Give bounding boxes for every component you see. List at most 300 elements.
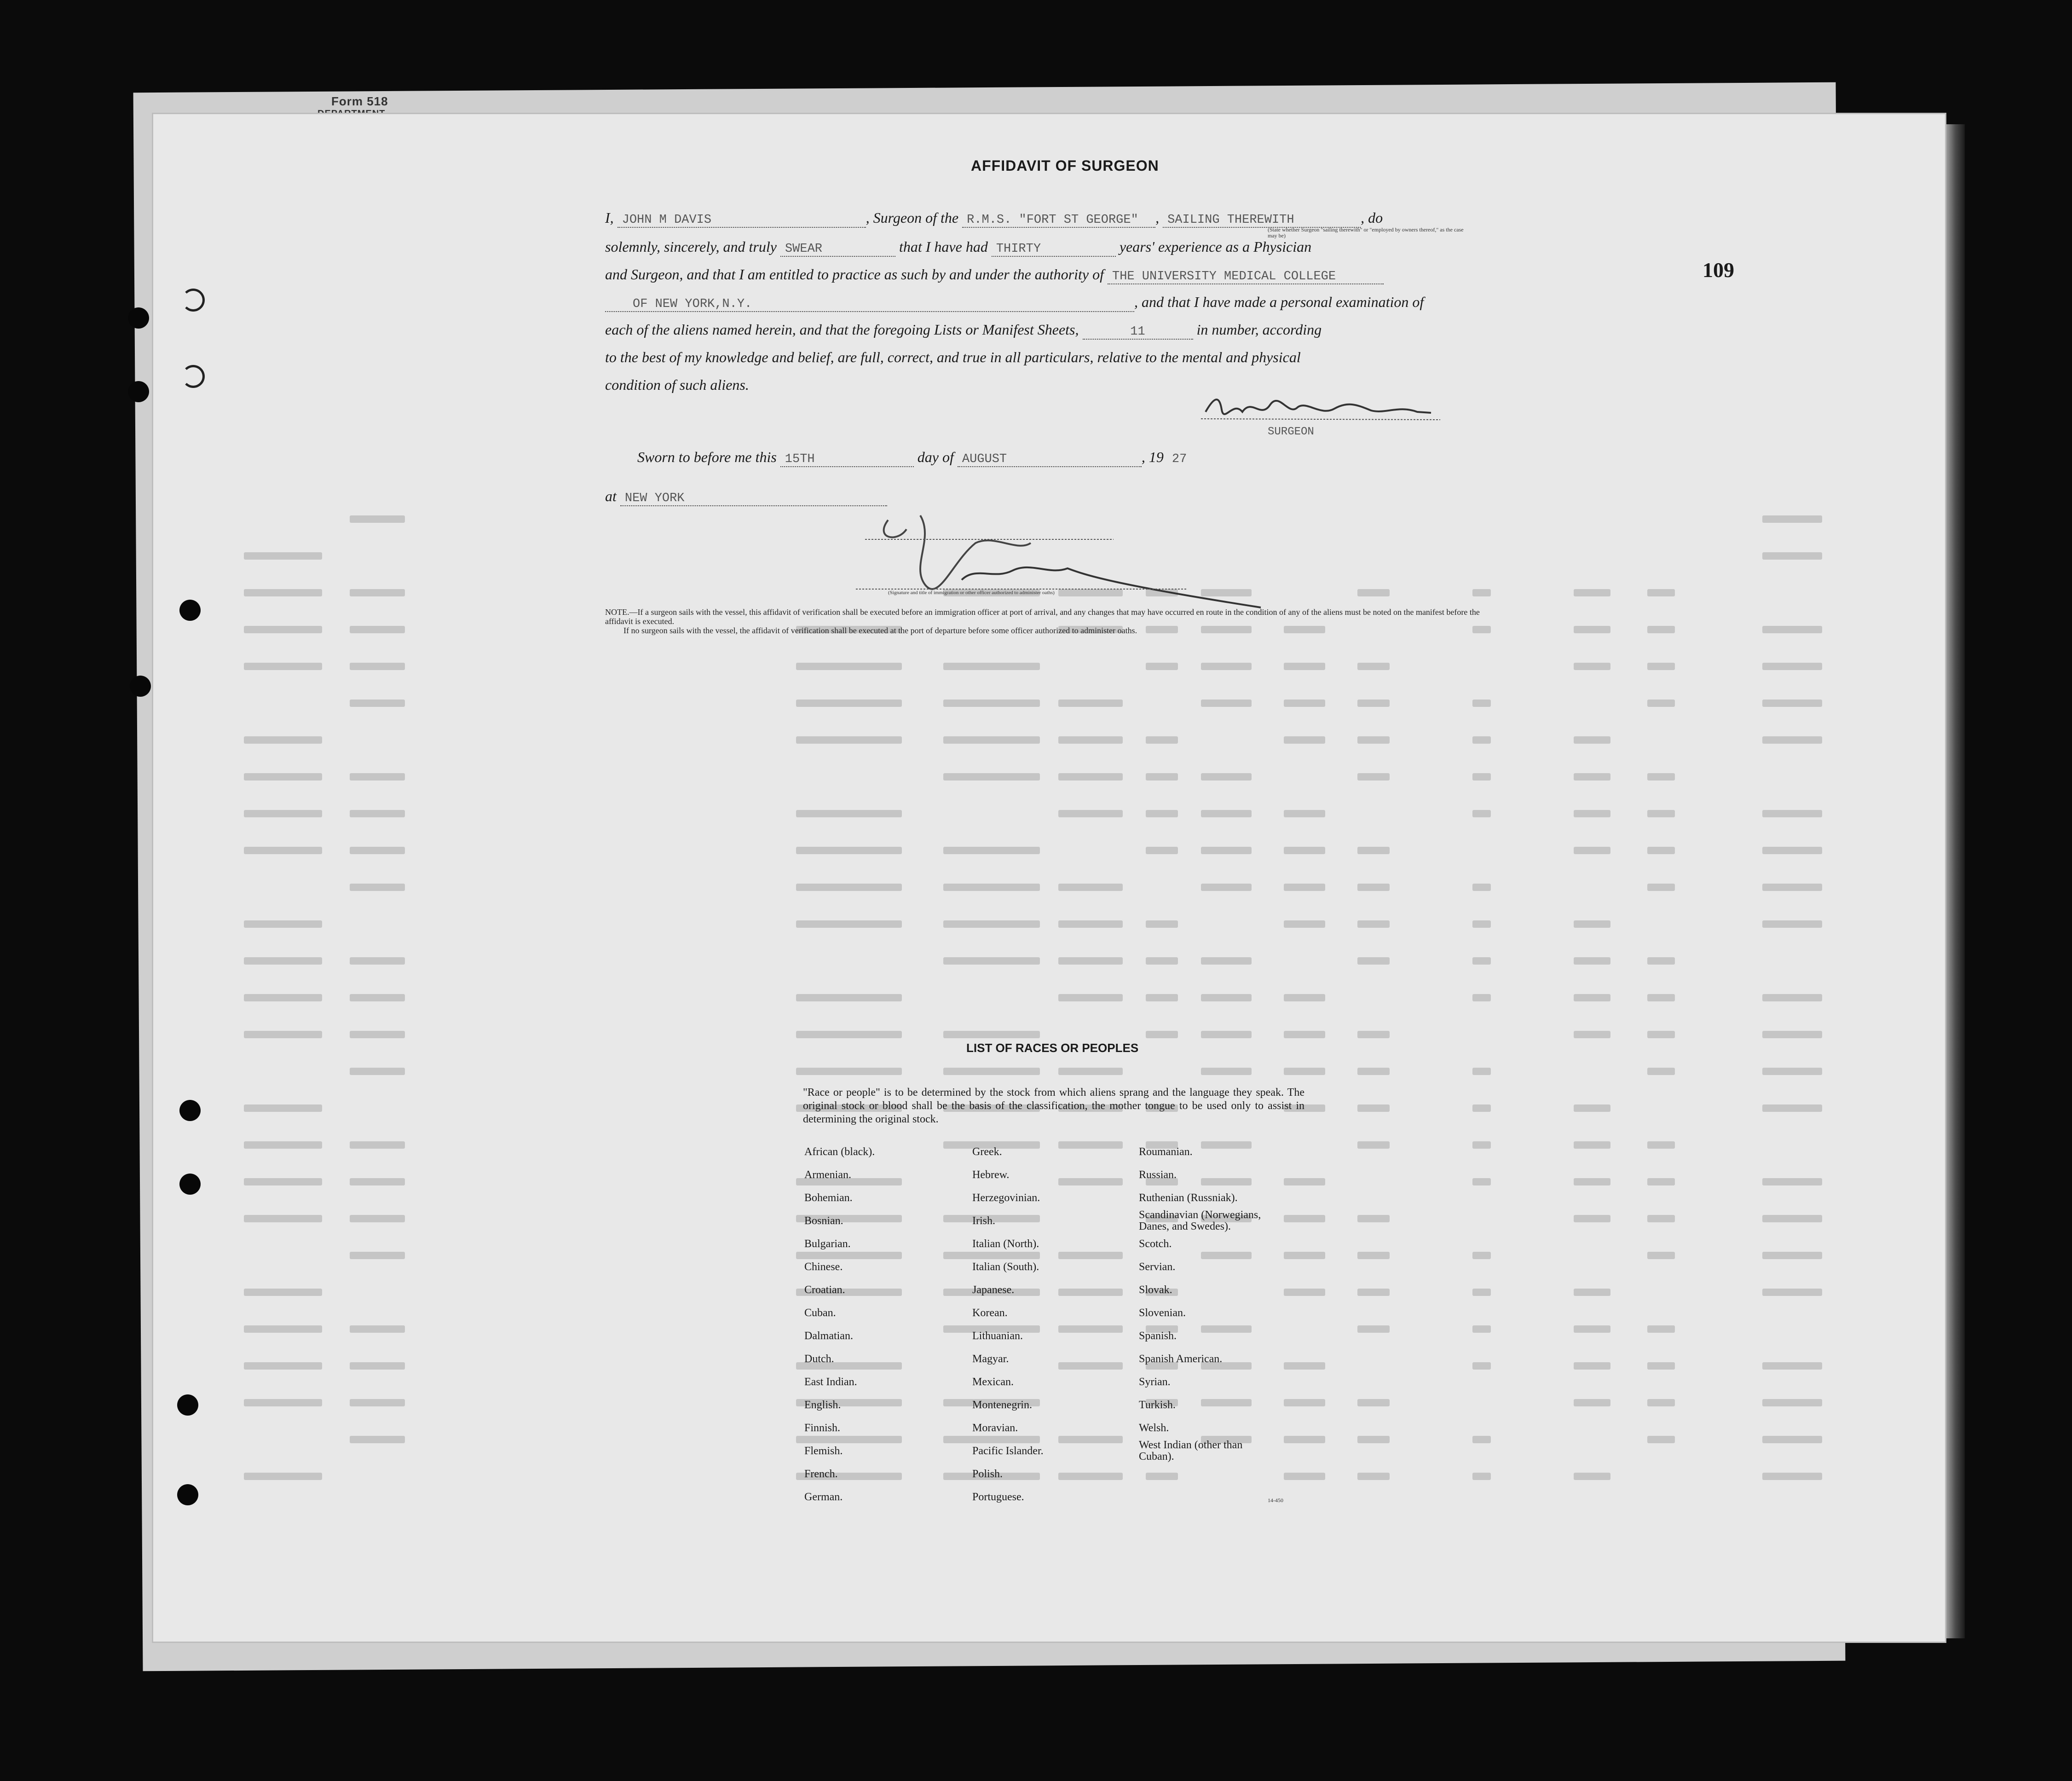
ghost-mark — [1647, 957, 1675, 965]
ghost-mark — [1284, 663, 1325, 670]
ghost-mark — [1357, 957, 1390, 965]
race-item: Ruthenian (Russniak). — [1139, 1192, 1238, 1204]
ghost-mark — [1284, 847, 1325, 854]
ghost-mark — [244, 552, 322, 560]
ghost-mark — [796, 884, 902, 891]
ghost-mark — [350, 1436, 405, 1443]
ghost-mark — [1762, 1289, 1822, 1296]
ghost-mark — [350, 1031, 405, 1038]
race-item: Greek. — [972, 1146, 1002, 1158]
ghost-mark — [1574, 1031, 1610, 1038]
ghost-mark — [1574, 810, 1610, 817]
ghost-mark — [1357, 773, 1390, 781]
ghost-mark — [1574, 920, 1610, 928]
vessel-field: R.M.S. "FORT ST GEORGE" — [962, 213, 1155, 228]
ghost-mark — [1762, 1031, 1822, 1038]
ghost-mark — [244, 589, 322, 596]
race-item: Welsh. — [1139, 1422, 1169, 1434]
ghost-mark — [1357, 700, 1390, 707]
ghost-mark — [1647, 626, 1675, 633]
officer-caption: (Signature and title of immigration or other officer authorized to administer oaths) — [888, 590, 1055, 596]
text: that I have had — [899, 238, 988, 255]
ghost-mark — [943, 957, 1040, 965]
ghost-mark — [1574, 773, 1610, 781]
ghost-mark — [1058, 1178, 1123, 1185]
punch-hole-icon — [177, 1394, 198, 1416]
ghost-mark — [796, 920, 902, 928]
race-item: African (black). — [804, 1146, 875, 1158]
punch-hole-icon — [179, 600, 201, 621]
ghost-mark — [1574, 1141, 1610, 1149]
race-item: Moravian. — [972, 1422, 1018, 1434]
surgeon-role-label: SURGEON — [1268, 426, 1314, 438]
ghost-mark — [1762, 1362, 1822, 1370]
ghost-mark — [1472, 810, 1491, 817]
ghost-mark — [350, 1399, 405, 1406]
ghost-mark — [350, 626, 405, 633]
ghost-row — [198, 695, 1772, 713]
ghost-mark — [1357, 1031, 1390, 1038]
binding-ring-icon — [182, 365, 205, 388]
race-item: Montenegrin. — [972, 1399, 1032, 1411]
ghost-mark — [1762, 1178, 1822, 1185]
race-item: Spanish American. — [1139, 1353, 1223, 1365]
ghost-row — [198, 1063, 1772, 1081]
text: , do — [1361, 209, 1383, 226]
ghost-mark — [1201, 847, 1252, 854]
ghost-mark — [350, 1178, 405, 1185]
ghost-mark — [1058, 773, 1123, 781]
race-item: German. — [804, 1491, 843, 1503]
ghost-mark — [1058, 1252, 1123, 1259]
ghost-mark — [1762, 920, 1822, 928]
text: I, — [605, 209, 614, 226]
ghost-mark — [1201, 773, 1252, 781]
ghost-mark — [1201, 957, 1252, 965]
ghost-mark — [1357, 1289, 1390, 1296]
affidavit-line-3 — [605, 266, 1384, 284]
affidavit-title: AFFIDAVIT OF SURGEON — [971, 157, 1159, 174]
ghost-mark — [1058, 1141, 1123, 1149]
punch-hole-icon — [130, 676, 151, 697]
ghost-mark — [1284, 700, 1325, 707]
place-field: NEW YORK — [620, 492, 887, 506]
ghost-mark — [796, 700, 902, 707]
ghost-mark — [1472, 1178, 1491, 1185]
race-item: Polish. — [972, 1468, 1003, 1480]
ghost-mark — [943, 1031, 1040, 1038]
ghost-mark — [1472, 1436, 1491, 1443]
page-edge — [1946, 124, 1965, 1638]
ghost-mark — [1284, 1436, 1325, 1443]
race-item: Syrian. — [1139, 1376, 1171, 1388]
race-item: Scotch. — [1139, 1238, 1172, 1250]
ghost-mark — [1146, 994, 1178, 1001]
ghost-mark — [1357, 1104, 1390, 1112]
ghost-mark — [1647, 1399, 1675, 1406]
race-item: Mexican. — [972, 1376, 1014, 1388]
ghost-mark — [1357, 1252, 1390, 1259]
races-column-2 — [972, 1140, 1044, 1509]
ghost-mark — [1357, 736, 1390, 744]
ghost-mark — [1058, 1325, 1123, 1333]
sheets-field: 11 — [1083, 325, 1193, 340]
punch-hole-icon — [179, 1174, 201, 1195]
ghost-mark — [1472, 589, 1491, 596]
ghost-mark — [1762, 1399, 1822, 1406]
race-item: Dutch. — [804, 1353, 834, 1365]
ghost-mark — [1647, 663, 1675, 670]
sworn-month-field: AUGUST — [958, 452, 1142, 467]
ghost-mark — [1284, 1362, 1325, 1370]
ghost-mark — [943, 663, 1040, 670]
ghost-mark — [943, 700, 1040, 707]
ghost-mark — [1146, 957, 1178, 965]
ghost-mark — [1472, 994, 1491, 1001]
race-item: Herzegovinian. — [972, 1192, 1040, 1204]
ghost-mark — [350, 884, 405, 891]
sworn-year-field: 27 — [1172, 452, 1187, 466]
ghost-mark — [1762, 847, 1822, 854]
ghost-mark — [1146, 663, 1178, 670]
ghost-mark — [1647, 1362, 1675, 1370]
ghost-mark — [350, 1252, 405, 1259]
ghost-mark — [1284, 994, 1325, 1001]
race-item: Hebrew. — [972, 1169, 1010, 1181]
ghost-row — [198, 658, 1772, 677]
ghost-mark — [1284, 1289, 1325, 1296]
ghost-mark — [1058, 1068, 1123, 1075]
text: day of — [917, 449, 954, 465]
ghost-mark — [350, 773, 405, 781]
ghost-mark — [1357, 1325, 1390, 1333]
ghost-mark — [1472, 1141, 1491, 1149]
ghost-mark — [350, 515, 405, 523]
ghost-mark — [244, 663, 322, 670]
ghost-mark — [1574, 1289, 1610, 1296]
ghost-mark — [796, 847, 902, 854]
ghost-mark — [1058, 1362, 1123, 1370]
punch-hole-icon — [128, 307, 149, 329]
ghost-mark — [350, 700, 405, 707]
authority-field: THE UNIVERSITY MEDICAL COLLEGE — [1108, 270, 1384, 284]
ghost-mark — [1284, 1399, 1325, 1406]
ghost-mark — [244, 1215, 322, 1222]
ghost-mark — [244, 994, 322, 1001]
ghost-mark — [1472, 1068, 1491, 1075]
ghost-mark — [1201, 1031, 1252, 1038]
race-item: Lithuanian. — [972, 1330, 1023, 1342]
ghost-mark — [1647, 994, 1675, 1001]
ghost-mark — [1146, 920, 1178, 928]
ghost-mark — [350, 1325, 405, 1333]
race-item: Flemish. — [804, 1445, 843, 1457]
sailing-note: (State whether Surgeon "sailing therewith" or "employed by owners thereof," as the case may be) — [1268, 226, 1464, 239]
ghost-mark — [943, 920, 1040, 928]
ghost-mark — [1574, 994, 1610, 1001]
oath-field: SWEAR — [780, 242, 895, 257]
ghost-mark — [943, 736, 1040, 744]
ghost-mark — [1201, 884, 1252, 891]
ghost-mark — [1058, 920, 1123, 928]
ghost-mark — [1574, 957, 1610, 965]
punch-hole-icon — [179, 1100, 201, 1121]
form-label: Form 518 — [331, 94, 388, 108]
ghost-mark — [244, 1178, 322, 1185]
ghost-row — [198, 953, 1772, 971]
manifest-page — [152, 113, 1946, 1643]
ghost-mark — [350, 1141, 405, 1149]
ghost-mark — [350, 810, 405, 817]
ghost-mark — [244, 810, 322, 817]
ghost-mark — [350, 957, 405, 965]
ghost-mark — [1284, 1178, 1325, 1185]
ghost-mark — [1762, 1215, 1822, 1222]
ghost-mark — [1472, 920, 1491, 928]
race-item: Turkish. — [1139, 1399, 1176, 1411]
ghost-mark — [1284, 736, 1325, 744]
ghost-mark — [1357, 1399, 1390, 1406]
ghost-mark — [1146, 736, 1178, 744]
form-code: 14-450 — [1268, 1497, 1283, 1503]
ghost-mark — [1762, 1436, 1822, 1443]
ghost-mark — [1647, 773, 1675, 781]
ghost-mark — [1472, 1252, 1491, 1259]
race-item: Finnish. — [804, 1422, 841, 1434]
ghost-mark — [244, 773, 322, 781]
ghost-mark — [244, 1399, 322, 1406]
ghost-mark — [1201, 1068, 1252, 1075]
ghost-mark — [1201, 810, 1252, 817]
ghost-mark — [1284, 1252, 1325, 1259]
ghost-mark — [796, 810, 902, 817]
race-item: Croatian. — [804, 1284, 845, 1296]
races-title: LIST OF RACES OR PEOPLES — [966, 1041, 1139, 1055]
ghost-mark — [244, 1473, 322, 1480]
ghost-row — [198, 916, 1772, 934]
ghost-mark — [1472, 773, 1491, 781]
race-item: Russian. — [1139, 1169, 1177, 1181]
ghost-mark — [1762, 700, 1822, 707]
races-column-1 — [804, 1140, 875, 1509]
ghost-mark — [1357, 589, 1390, 596]
ghost-mark — [1357, 1473, 1390, 1480]
ghost-mark — [244, 1141, 322, 1149]
ghost-mark — [1647, 1178, 1675, 1185]
ghost-mark — [943, 1068, 1040, 1075]
ghost-mark — [796, 736, 902, 744]
race-item: Chinese. — [804, 1261, 843, 1273]
ghost-mark — [1472, 736, 1491, 744]
text: and Surgeon, and that I am entitled to practice as such by and under the authority of — [605, 266, 1104, 283]
race-item: Korean. — [972, 1307, 1008, 1319]
surgeon-signature — [1201, 391, 1440, 423]
punch-hole-icon — [128, 381, 149, 402]
ghost-mark — [1058, 700, 1123, 707]
ghost-mark — [1058, 1473, 1123, 1480]
ghost-mark — [1357, 884, 1390, 891]
ghost-mark — [943, 884, 1040, 891]
officer-signature — [856, 511, 1270, 617]
text: at — [605, 488, 617, 504]
ghost-mark — [1574, 1399, 1610, 1406]
race-item: French. — [804, 1468, 838, 1480]
ghost-mark — [1146, 847, 1178, 854]
ghost-mark — [1762, 736, 1822, 744]
ghost-mark — [1647, 1252, 1675, 1259]
ghost-mark — [1146, 1473, 1178, 1480]
text: in number, according — [1196, 321, 1322, 338]
ghost-mark — [1146, 1031, 1178, 1038]
place-line — [605, 488, 887, 506]
race-item: Cuban. — [804, 1307, 836, 1319]
ghost-mark — [1574, 589, 1610, 596]
ghost-mark — [1058, 736, 1123, 744]
ghost-mark — [1058, 994, 1123, 1001]
text: years' experience as a Physician — [1119, 238, 1312, 255]
ghost-mark — [796, 994, 902, 1001]
ghost-row — [198, 879, 1772, 897]
ghost-mark — [1357, 847, 1390, 854]
race-item: Portuguese. — [972, 1491, 1024, 1503]
races-intro: "Race or people" is to be determined by the stock from which aliens sprang and the language they speak. The original stock or blood shall be the basis of the classification, the mother tongue to be used only to assist in determining the original stock. — [803, 1087, 1304, 1125]
text: Sworn to before me this — [637, 449, 777, 465]
ghost-row — [198, 842, 1772, 861]
ghost-mark — [1357, 1215, 1390, 1222]
ghost-mark — [244, 1289, 322, 1296]
ghost-mark — [1146, 810, 1178, 817]
ghost-mark — [1472, 1289, 1491, 1296]
ghost-mark — [1284, 884, 1325, 891]
ghost-row — [198, 732, 1772, 750]
ghost-mark — [1284, 1031, 1325, 1038]
text: solemnly, sincerely, and truly — [605, 238, 777, 255]
ghost-row — [198, 769, 1772, 787]
ghost-mark — [1146, 773, 1178, 781]
ghost-mark — [1472, 1473, 1491, 1480]
ghost-mark — [1472, 957, 1491, 965]
affidavit-line-6: to the best of my knowledge and belief, are full, correct, and true in all particulars, relative to the mental and physical — [605, 349, 1301, 365]
ghost-mark — [244, 1325, 322, 1333]
race-item: Italian (North). — [972, 1238, 1039, 1250]
affidavit-line-2 — [605, 238, 1311, 257]
ghost-mark — [1647, 884, 1675, 891]
ghost-mark — [1357, 920, 1390, 928]
ghost-mark — [350, 589, 405, 596]
race-item: Armenian. — [804, 1169, 851, 1181]
ghost-mark — [1357, 1068, 1390, 1075]
ghost-mark — [244, 847, 322, 854]
sworn-day-field: 15TH — [780, 452, 914, 467]
ghost-mark — [1058, 1289, 1123, 1296]
binding-ring-icon — [182, 289, 205, 312]
race-item: Pacific Islander. — [972, 1445, 1044, 1457]
ghost-mark — [1201, 994, 1252, 1001]
ghost-mark — [796, 1031, 902, 1038]
ghost-mark — [1647, 1141, 1675, 1149]
ghost-mark — [1472, 884, 1491, 891]
affidavit-line-1: I, JOHN M DAVIS , Surgeon of the R.M.S. "FORT ST GEORGE" , SAILING THEREWITH , do — [605, 209, 1383, 227]
ghost-mark — [1284, 920, 1325, 928]
ghost-mark — [1284, 1068, 1325, 1075]
ghost-mark — [796, 663, 902, 670]
ghost-mark — [1574, 847, 1610, 854]
ghost-mark — [1574, 1325, 1610, 1333]
ghost-mark — [1574, 1178, 1610, 1185]
ghost-mark — [1574, 626, 1610, 633]
ghost-mark — [1472, 700, 1491, 707]
ghost-mark — [1201, 663, 1252, 670]
ghost-mark — [1762, 1473, 1822, 1480]
ghost-mark — [350, 1215, 405, 1222]
ghost-mark — [244, 1031, 322, 1038]
race-item: Slovenian. — [1139, 1307, 1186, 1319]
ghost-mark — [1574, 1473, 1610, 1480]
ghost-mark — [1762, 810, 1822, 817]
note-text: NOTE.—If a surgeon sails with the vessel, this affidavit of verification shall be executed before an immigration officer at port of arrival, and any changes that may have occurred en route in the condition of any of the aliens must be noted on the manifest before the affidavit is executed. — [605, 607, 1480, 626]
race-item: Magyar. — [972, 1353, 1009, 1365]
race-item: East Indian. — [804, 1376, 857, 1388]
ghost-mark — [1762, 626, 1822, 633]
sworn-line — [637, 449, 1204, 467]
punch-hole-icon — [177, 1484, 198, 1505]
ghost-mark — [1762, 1104, 1822, 1112]
ghost-mark — [1357, 1436, 1390, 1443]
ghost-mark — [1058, 1436, 1123, 1443]
surgeon-name-field: JOHN M DAVIS — [618, 213, 866, 228]
text: , Surgeon of the — [866, 209, 959, 226]
ghost-mark — [350, 1362, 405, 1370]
ghost-mark — [796, 1068, 902, 1075]
ghost-mark — [1647, 700, 1675, 707]
ghost-mark — [1201, 700, 1252, 707]
affidavit-note — [605, 607, 1502, 635]
ghost-mark — [1472, 1325, 1491, 1333]
ghost-mark — [1058, 957, 1123, 965]
ghost-row — [198, 989, 1772, 1008]
ghost-mark — [244, 957, 322, 965]
ghost-mark — [244, 1104, 322, 1112]
ghost-mark — [244, 1362, 322, 1370]
ghost-mark — [1647, 1215, 1675, 1222]
race-item: Italian (South). — [972, 1261, 1039, 1273]
text: , 19 — [1141, 449, 1164, 465]
race-item: Dalmatian. — [804, 1330, 853, 1342]
ghost-mark — [1762, 884, 1822, 891]
races-column-3 — [1139, 1140, 1261, 1463]
ghost-mark — [943, 847, 1040, 854]
race-item: Roumanian. — [1139, 1146, 1193, 1158]
race-item: Bulgarian. — [804, 1238, 851, 1250]
ghost-mark — [1058, 810, 1123, 817]
ghost-mark — [1647, 589, 1675, 596]
ghost-mark — [350, 994, 405, 1001]
ghost-mark — [1647, 1436, 1675, 1443]
ghost-mark — [1647, 1068, 1675, 1075]
ghost-mark — [1574, 663, 1610, 670]
ghost-mark — [1762, 1252, 1822, 1259]
ghost-mark — [1574, 736, 1610, 744]
affidavit-line-5 — [605, 321, 1322, 340]
ghost-mark — [244, 736, 322, 744]
race-item: Bohemian. — [804, 1192, 853, 1204]
ghost-mark — [1762, 994, 1822, 1001]
ghost-mark — [1284, 1215, 1325, 1222]
ghost-mark — [1762, 1068, 1822, 1075]
ghost-mark — [1357, 1141, 1390, 1149]
sailing-status-field: SAILING THEREWITH — [1163, 213, 1361, 228]
race-item: Japanese. — [972, 1284, 1015, 1296]
